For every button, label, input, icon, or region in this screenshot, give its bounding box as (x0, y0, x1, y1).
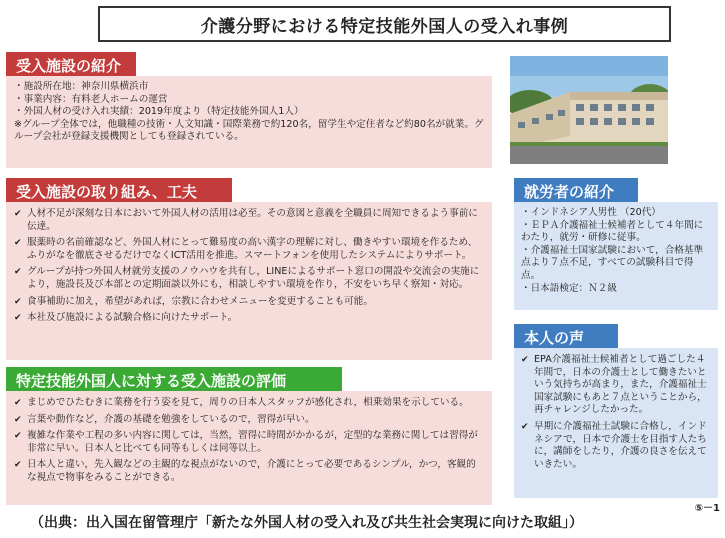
voice-header: 本人の声 (514, 324, 618, 348)
worker-line: ・日本語検定：Ｎ２級 (521, 282, 617, 294)
intro-line: ・施設所在地：神奈川県横浜市 (14, 81, 149, 92)
facility-photo (510, 56, 668, 164)
efforts-panel (6, 202, 492, 360)
evaluation-item: ✔ 言葉や動作など，介護の基礎を勉強をしているので，習得が早い。 (14, 414, 484, 427)
intro-header: 受入施設の紹介 (6, 52, 136, 76)
efforts-item: ✔ 食事補助に加え，希望があれば，宗教に合わせメニューを変更することも可能。 (14, 296, 484, 309)
worker-panel (514, 202, 718, 310)
worker-line: ・介護福祉士国家試験において，合格基準点より７点不足，すべての試験科目で得点。 (521, 244, 704, 281)
efforts-item: ✔ グループが持つ外国人材就労支援のノウハウを共有し，LINEによるサポート窓口の開設や交流会の実施により，施設長及び本部との定期面談以外にも，相談しやすい環境を作り，不安をいち早く察知・対応。 (14, 266, 484, 291)
intro-line: ・事業内容：有料老人ホームの運営 (14, 93, 168, 105)
intro-panel (6, 76, 492, 168)
source-citation: （出典：出入国在留管理庁「新たな外国人材の受入れ及び共生社会実現に向けた取組」） (30, 515, 583, 531)
efforts-header: 受入施設の取り組み、工夫 (6, 178, 232, 202)
evaluation-item: ✔ 複雑な作業や工程の多い内容に関しては，当然，習得に時間がかかるが，定型的な業務に関しては習得が非常に早い。日本人と比べても同等もしくは同等以上。 (14, 430, 484, 455)
page-number: ⑤－1 (694, 503, 720, 514)
intro-line: ※グループ全体では，他職種の技術・人文知識・国際業務で約120名，留学生や定住者など約80名が就業。グループ会社が登録支援機関としても登録されている。 (14, 118, 484, 143)
voice-item: ✔ 早期に介護福祉士試験に合格し，インドネシアで，日本で介護士を目指す人たちに，講師をしたり，介護の良さを伝えていきたい。 (521, 421, 711, 471)
worker-header: 就労者の紹介 (514, 178, 638, 202)
evaluation-item: ✔ 日本人と違い，先入観などの主観的な視点がないので，介護にとって必要であるシンプル，かつ，客観的な視点で物事をみることができる。 (14, 459, 484, 484)
facility-building-image (510, 56, 668, 164)
intro-line: ・外国人材の受け入れ実績：2019年度より（特定技能外国人1人） (14, 106, 304, 118)
voice-panel (514, 348, 718, 498)
efforts-item: ✔ 本社及び施設による試験合格に向けたサポート。 (14, 312, 484, 325)
evaluation-panel (6, 391, 492, 505)
evaluation-header: 特定技能外国人に対する受入施設の評価 (6, 367, 342, 391)
voice-item: ✔ EPA介護福祉士候補者として過ごした４年間で，日本の介護士として働きたいという気持ちが高まり，また，介護福祉士国家試験にもあと７点ということから，再チャレンジしたかった。 (521, 354, 711, 417)
evaluation-item: ✔ まじめでひたむきに業務を行う姿を見て，周りの日本人スタッフが感化され，相乗効果を示している。 (14, 397, 484, 410)
efforts-item: ✔ 服薬時の名前確認など、外国人材にとって難易度の高い漢字の理解に対し、働きやすい環境を作るため、ふりがなを徹底させるだけでなくICT活用を推進。スマートフォンを使用したシステムによりサポート。 (14, 237, 484, 262)
page-title: 介護分野における特定技能外国人の受入れ事例 (98, 6, 671, 42)
worker-line: ・インドネシア人男性 （20代） (521, 207, 661, 218)
efforts-item: ✔ 人材不足が深刻な日本において外国人材の活用は必至。その意図と意義を全職員に周知できるよう事前に伝達。 (14, 208, 484, 233)
worker-line: ・ＥＰＡ介護福祉士候補者として４年間にわたり，就労・研修に従事。 (521, 219, 704, 244)
